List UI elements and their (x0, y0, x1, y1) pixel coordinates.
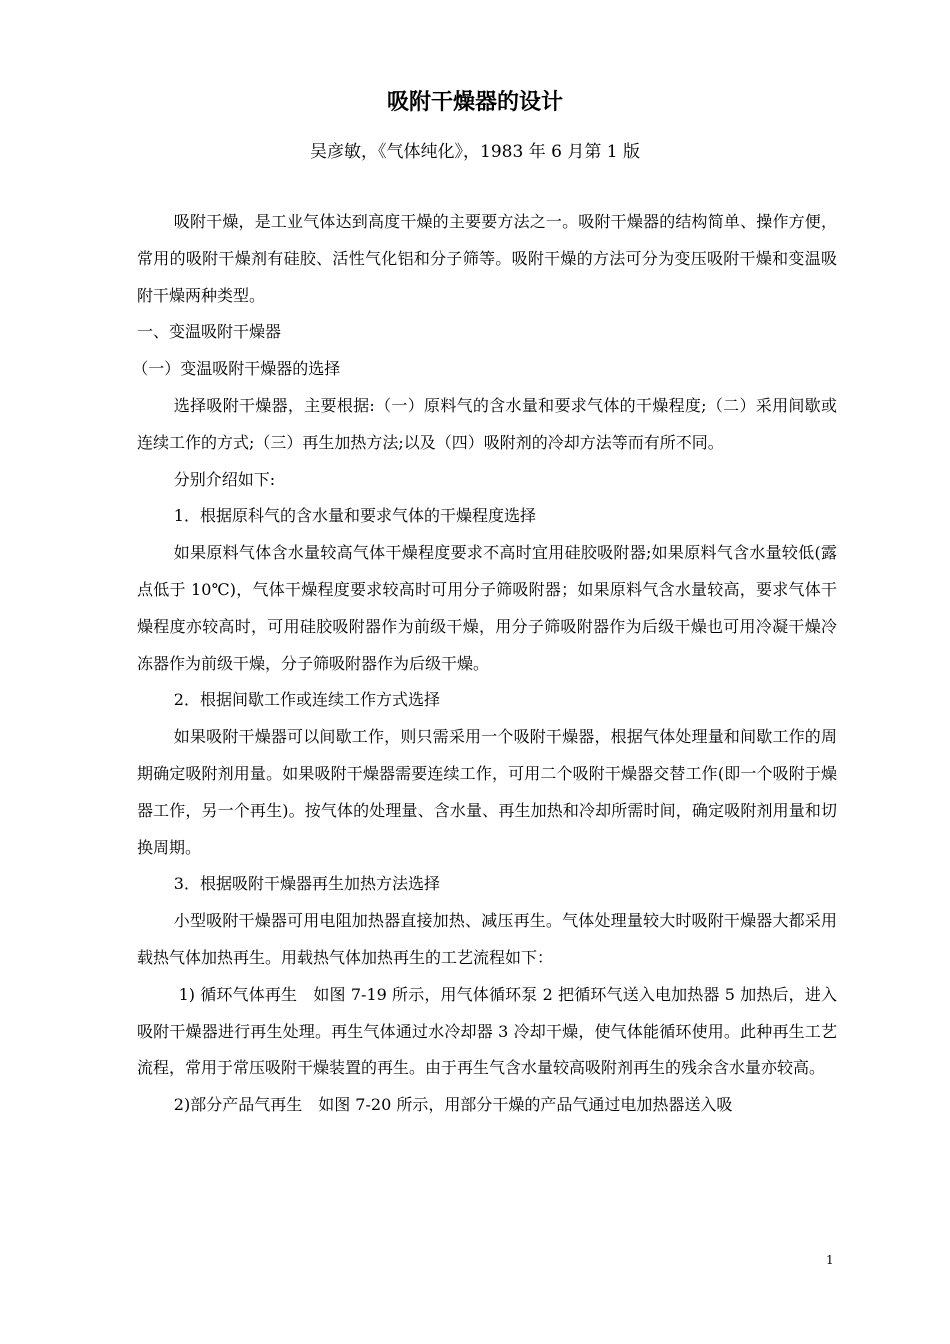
intro-paragraph: 吸附干燥，是工业气体达到高度干燥的主要要方法之一。吸附干燥器的结构简单、操作方便，常用的吸附干燥剂有硅胶、活性气化铝和分子筛等。吸附干燥的方法可分为变压吸附干燥和变温吸附干燥两种类型。 (137, 212, 837, 305)
selection-basis-paragraph: 选择吸附干燥器，主要根据:（一）原料气的含水量和要求气体的干燥程度;（二）采用间歇或连续工作的方式;（三）再生加热方法;以及（四）吸附剂的冷却方法等而有所不同。 (137, 395, 837, 452)
section-heading: 一、变温吸附干燥器 (137, 322, 282, 342)
item1-heading: 1．根据原科气的含水量和要求气体的干燥程度选择 (173, 506, 536, 526)
document-body (132, 204, 837, 1124)
subsection-heading: （一）变温吸附干燥器的选择 (132, 359, 341, 379)
method1-paragraph: 1) 循环气体再生 如图 7-19 所示，用气体循环泵 2 把循环气送入电加热器 5 加热后，进入吸附干燥器进行再生处理。再生气体通过水冷却器 3 冷却干燥，使气体能循环使用。此种再生工艺流程，常用于常压吸附干燥装置的再生。由于再生气含水量较高吸附剂再生的残余含水量亦较高。 (137, 984, 837, 1078)
item3-heading: 3．根据吸附干燥器再生加热方法选择 (173, 874, 440, 894)
page-number: 1 (826, 1253, 834, 1267)
document-title: 吸附干燥器的设计 (386, 90, 563, 115)
item2-body: 如果吸附干燥器可以间歇工作，则只需采用一个吸附干燥器，根据气体处理量和间歇工作的周期确定吸附剂用量。如果吸附干燥器需要连续工作，可用二个吸附干燥器交替工作(即一个吸附于燥器工作，另一个再生)。按气体的处理量、含水量、再生加热和冷却所需时间，确定吸附剂用量和切换周期。 (137, 727, 837, 857)
method2-paragraph: 2)部分产品气再生 如图 7-20 所示，用部分干燥的产品气通过电加热器送入吸 (173, 1095, 733, 1115)
item3-body: 小型吸附干燥器可用电阻加热器直接加热、减压再生。气体处理量较大时吸附干燥器大都采用载热气体加热再生。用载热气体加热再生的工艺流程如下： (137, 911, 837, 967)
document-byline: 吴彦敏，《气体纯化》，1983 年 6 月第 1 版 (310, 142, 640, 162)
item2-heading: 2．根据间歇工作或连续工作方式选择 (173, 690, 440, 710)
item1-body: 如果原料气体含水量较高气体干燥程度要求不高时宜用硅胶吸附器;如果原料气含水量较低(露点低于 10℃)，气体干燥程度要求较高时可用分子筛吸附器；如果原料气含水量较高，要求气体干燥程度亦较高时，可用硅胶吸附器作为前级干燥，用分子筛吸附器作为后级干燥也可用冷凝干燥冷冻器作为前级干燥，分子筛吸附器作为后级干燥。 (137, 543, 837, 673)
intro-list-paragraph: 分别介绍如下: (173, 469, 276, 489)
